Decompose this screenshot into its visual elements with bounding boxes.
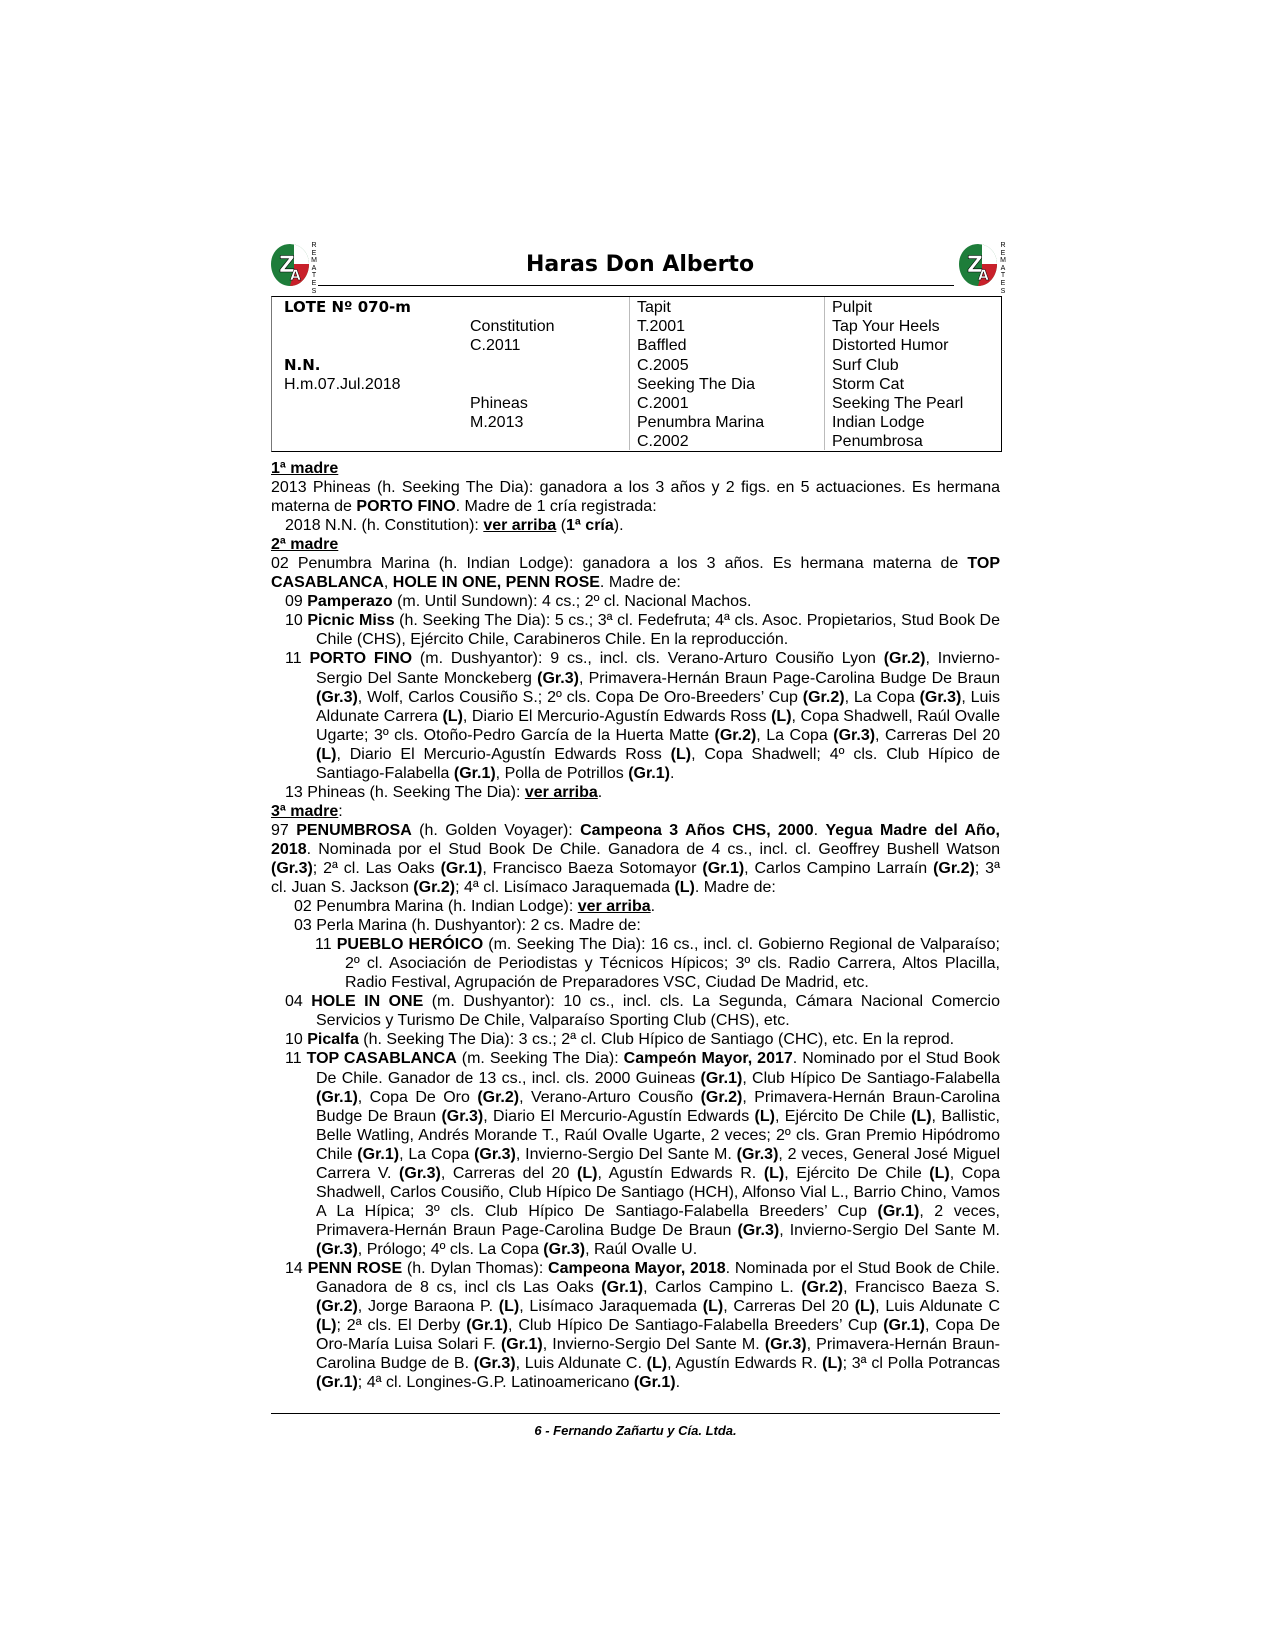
family-section: 1ª madre 2013 Phineas (h. Seeking The Dia): ganadora a los 3 años y 2 figs. en 5 actuaciones. Es hermana materna de PORTO FINO. Madre de 1 cría registrada: 2018 N.N. (h. Constitution): ver arriba (1ª cría). 2ª madre 02 Penumbra Marina (h. Indian Lodge): ganadora a los 3 años. Es hermana materna de TOP CASABLANCA, HOLE IN ONE, PENN ROSE. Madre de: 09 Pamperazo (m. Until Sundown): 4 cs.; 2º cl. Nacional Machos. 10 Picnic Miss (h. Seeking The Dia): 5 cs.; 3ª cl. Fedefruta; 4ª cls. Asoc. Propietarios, Stud Book De Chile (CHS), Ejército Chile, Carabineros Chile. En la reproducción. 11 PORTO FINO (m. Dushyantor): 9 cs., incl. cls. Verano-Arturo Cousiño Lyon (Gr.2), Invierno-Sergio Del Sante Monckeberg (Gr.3), Primavera-Hernán Braun Page-Carolina Budge De Braun (Gr.3), Wolf, Carlos Cousiño S.; 2º cls. Copa De Oro-Breeders’ Cup (Gr.2), La Copa (Gr.3), Luis Aldunate Carrera (L), Diario El Mercurio-Agustín Edwards Ross (L), Copa Shadwell, Raúl Ovalle Ugarte; 3º cls. Otoño-Pedro García de la Huerta Matte (Gr.2), La Copa (Gr.3), Carreras Del 20 (L), Diario El Mercurio-Agustín Edwards Ross (L), Copa Shadwell; 4º cls. Club Hípico de Santiago-Falabella (Gr.1), Polla de Potrillos (Gr.1). 13 Phineas (h. Seeking The Dia): ver arriba. 3ª madre: 97 PENUMBROSA (h. Golden Voyager): Campeona 3 Años CHS, 2000. Yegua Madre del Año, 2018. Nominada por el Stud Book De Chile. Ganadora de 4 cs., incl. cl. Geoffrey Bushell Watson (Gr.3); 2ª cl. Las Oaks (Gr.1), Francisco Baeza Sotomayor (Gr.1), Carlos Campino Larraín (Gr.2); 3ª cl. Juan S. Jackson (Gr.2); 4ª cl. Lisímaco Jaraquemada (L). Madre de: 02 Penumbra Marina (h. Indian Lodge): ver arriba. 03 Perla Marina (h. Dushyantor): 2 cs. Madre de: 11 PUEBLO HERÓICO (m. Seeking The Dia): 16 cs., incl. cl. Gobierno Regional de Valparaíso; 2º cl. Asociación de Periodistas y Técnicos Hípicos; 3º cls. Radio Carrera, Altos Placilla, Radio Festival, Agrupación de Preparadores VSC, Ciudad De Madrid, etc. 04 HOLE IN ONE (m. Dushyantor): 10 cs., incl. cls. La Segunda, Cámara Nacional Comercio Servicios y Turismo De Chile, Valparaíso Sporting Club (CHS), etc. 10 Picalfa (h. Seeking The Dia): 3 cs.; 2ª cl. Club Hípico de Santiago (CHC), etc. En la reprod. 11 TOP CASABLANCA (m. Seeking The Dia): Campeón Mayor, 2017. Nominado por el Stud Book De Chile. Ganador de 13 cs., incl. cls. 2000 Guineas (Gr.1), Club Hípico De Santiago-Falabella (Gr.1), Copa De Oro (Gr.2), Verano-Arturo Cousño (Gr.2), Primavera-Hernán Braun-Carolina Budge De Braun (Gr.3), Diario El Mercurio-Agustín Edwards (L), Ejército De Chile (L), Ballistic, Belle Watling, Andrés Morande T., Raúl Ovalle Ugarte, 2 veces; 2º cls. Gran Premio Hipódromo Chile (Gr.1), La Copa (Gr.3), Invierno-Sergio Del Sante M. (Gr.3), 2 veces, General José Miguel Carrera V. (Gr.3), Carreras del 20 (L), Agustín Edwards R. (L), Ejército De Chile (L), Copa Shadwell, Carlos Cousiño, Club Hípico De Santiago (HCH), Alfonso Vial L., Barrio Chino, Vamos A La Hípica; 3º cls. Club Hípico De Santiago-Falabella Breeders’ Cup (Gr.1), 2 veces, Primavera-Hernán Braun Page-Carolina Budge De Braun (Gr.3), Invierno-Sergio Del Sante M. (Gr.3), Prólogo; 4º cls. La Copa (Gr.3), Raúl Ovalle U. 14 PENN ROSE (h. Dylan Thomas): Campeona Mayor, 2018. Nominada por el Stud Book de Chile. Ganadora de 8 cs, incl cls Las Oaks (Gr.1), Carlos Campino L. (Gr.2), Francisco Baeza S. (Gr.2), Jorge Baraona P. (L), Lisímaco Jaraquemada (L), Carreras Del 20 (L), Luis Aldunate C (L); 2ª cls. El Derby (Gr.1), Club Hípico De Santiago-Falabella Breeders’ Cup (Gr.1), Copa De Oro-María Luisa Solari F. (Gr.1), Invierno-Sergio Del Sante M. (Gr.3), Primavera-Hernán Braun-Carolina Budge de B. (Gr.3), Luis Aldunate C. (L), Agustín Edwards R. (L); 3ª cl Polla Potrancas (Gr.1); 4ª cl. Longines-G.P. Latinoamericano (Gr.1).: [271, 460, 1001, 1392]
first-dam-produce: 2018 N.N. (h. Constitution): ver arriba (1ª cría).: [285, 517, 624, 535]
svg-text:Z: Z: [279, 253, 295, 278]
remates-vertical-text: R E M A T E S: [311, 242, 317, 295]
produce-penumbra-marina: 02 Penumbra Marina (h. Indian Lodge): ver arriba.: [294, 898, 656, 916]
header-rule: [318, 285, 954, 286]
pedigree-cell: Tapit: [637, 299, 671, 316]
produce-pueblo-heroico: 11 PUEBLO HERÓICO (m. Seeking The Dia): 16 cs., incl. cl. Gobierno Regional de Valparaíso; 2º cl. Asociación de Periodistas y Técnicos Hípicos; 3º cls. Radio Carrera, Altos Placilla, Radio Festival, Agrupación de Preparadores VSC, Ciudad De Madrid, etc.: [315, 936, 1000, 992]
pedigree-cell: Surf Club: [832, 356, 899, 374]
remates-vertical-text: R E M A T E S: [1000, 242, 1006, 295]
produce-phineas: 13 Phineas (h. Seeking The Dia): ver arriba.: [285, 783, 603, 801]
za-logo-mark-icon: [958, 242, 998, 288]
pedigree-great-grandparents-column: [832, 297, 1002, 451]
dam-name: Phineas: [470, 394, 528, 412]
pedigree-cell: Storm Cat: [832, 375, 905, 393]
svg-text:A: A: [978, 268, 989, 284]
svg-text:A: A: [290, 268, 301, 284]
produce-penn-rose: 14 PENN ROSE (h. Dylan Thomas): Campeona Mayor, 2018. Nominada por el Stud Book de Chile. Ganadora de 8 cs, incl cls Las Oaks (Gr.1), Carlos Campino L. (Gr.2), Francisco Baeza S. (Gr.2), Jorge Baraona P. (L), Lisímaco Jaraquemada (L), Carreras Del 20 (L), Luis Aldunate C (L); 2ª cls. El Derby (Gr.1), Club Hípico De Santiago-Falabella Breeders’ Cup (Gr.1), Copa De Oro-María Luisa Solari F. (Gr.1), Invierno-Sergio Del Sante M. (Gr.3), Primavera-Hernán Braun-Carolina Budge de B. (Gr.3), Luis Aldunate C. (L), Agustín Edwards R. (L); 3ª cl Polla Potrancas (Gr.1); 4ª cl. Longines-G.P. Latinoamericano (Gr.1).: [285, 1259, 1001, 1392]
third-dam-heading: 3ª madre: [271, 802, 339, 820]
produce-perla-marina: 03 Perla Marina (h. Dushyantor): 2 cs. Madre de:: [294, 917, 641, 935]
sire-info: C.2011: [470, 337, 521, 355]
first-dam-paragraph: 2013 Phineas (h. Seeking The Dia): ganadora a los 3 años y 2 figs. en 5 actuaciones. Es hermana materna de PORTO FINO. Madre de 1 cría registrada:: [271, 479, 1000, 516]
remates-logo: [270, 242, 318, 295]
pedigree-cell: Distorted Humor: [832, 337, 949, 355]
sire-name: Constitution: [470, 318, 555, 336]
first-dam-heading: 1ª madre: [271, 460, 339, 477]
pedigree-cell: Pulpit: [832, 299, 873, 316]
pedigree-cell: C.2005: [637, 356, 689, 374]
footer-rule: [271, 1413, 1000, 1414]
svg-text:Z: Z: [967, 253, 983, 278]
produce-picalfa: 10 Picalfa (h. Seeking The Dia): 3 cs.; 2ª cl. Club Hípico de Santiago (CHC), etc. En la reprod.: [285, 1031, 955, 1049]
page-footer: 6 - Fernando Zañartu y Cía. Ltda.: [534, 1423, 737, 1438]
produce-porto-fino: 11 PORTO FINO (m. Dushyantor): 9 cs., incl. cls. Verano-Arturo Cousiño Lyon (Gr.2), Invierno-Sergio Del Sante Monckeberg (Gr.3), Primavera-Hernán Braun Page-Carolina Budge De Braun (Gr.3), Wolf, Carlos Cousiño S.; 2º cls. Copa De Oro-Breeders’ Cup (Gr.2), La Copa (Gr.3), Luis Aldunate Carrera (L), Diario El Mercurio-Agustín Edwards Ross (L), Copa Shadwell, Raúl Ovalle Ugarte; 3º cls. Otoño-Pedro García de la Huerta Matte (Gr.2), La Copa (Gr.3), Carreras Del 20 (L), Diario El Mercurio-Agustín Edwards Ross (L), Copa Shadwell; 4º cls. Club Hípico de Santiago-Falabella (Gr.1), Polla de Potrillos (Gr.1).: [285, 650, 1001, 782]
pedigree-cell: Penumbra Marina: [637, 414, 765, 432]
pedigree-cell: Indian Lodge: [832, 414, 925, 432]
pedigree-parents-column: [470, 298, 630, 432]
pedigree-cell: Baffled: [637, 337, 687, 355]
remates-logo-right: [958, 242, 1006, 295]
horse-birth: H.m.07.Jul.2018: [284, 375, 401, 393]
pedigree-cell: T.2001: [637, 318, 686, 336]
pedigree-cell: Penumbrosa: [832, 433, 923, 451]
produce-hole-in-one: 04 HOLE IN ONE (m. Dushyantor): 10 cs., incl. cls. La Segunda, Cámara Nacional Comercio Servicios y Turismo De Chile, Valparaíso Sporting Club (CHS), etc.: [285, 993, 1000, 1030]
pedigree-horse-column: [284, 298, 464, 394]
za-logo-mark-icon: [270, 242, 310, 288]
pedigree-cell: C.2001: [637, 394, 689, 412]
third-dam-paragraph: 97 PENUMBROSA (h. Golden Voyager): Campeona 3 Años CHS, 2000. Yegua Madre del Año, 2018. Nominada por el Stud Book De Chile. Ganadora de 4 cs., incl. cl. Geoffrey Bushell Watson (Gr.3); 2ª cl. Las Oaks (Gr.1), Francisco Baeza Sotomayor (Gr.1), Carlos Campino Larraín (Gr.2); 3ª cl. Juan S. Jackson (Gr.2); 4ª cl. Lisímaco Jaraquemada (L). Madre de:: [271, 821, 1000, 897]
page-title: Haras Don Alberto: [525, 252, 755, 277]
second-dam-heading: 2ª madre: [271, 536, 339, 554]
dam-info: M.2013: [470, 414, 524, 432]
produce-top-casablanca: 11 TOP CASABLANCA (m. Seeking The Dia): Campeón Mayor, 2017. Nominado por el Stud Book De Chile. Ganador de 13 cs., incl. cls. 2000 Guineas (Gr.1), Club Hípico De Santiago-Falabella (Gr.1), Copa De Oro (Gr.2), Verano-Arturo Cousño (Gr.2), Primavera-Hernán Braun-Carolina Budge De Braun (Gr.3), Diario El Mercurio-Agustín Edwards (L), Ejército De Chile (L), Ballistic, Belle Watling, Andrés Morande T., Raúl Ovalle Ugarte, 2 veces; 2º cls. Gran Premio Hipódromo Chile (Gr.1), La Copa (Gr.3), Invierno-Sergio Del Sante M. (Gr.3), 2 veces, General José Miguel Carrera V. (Gr.3), Carreras del 20 (L), Agustín Edwards R. (L), Ejército De Chile (L), Copa Shadwell, Carlos Cousiño, Club Hípico De Santiago (HCH), Alfonso Vial L., Barrio Chino, Vamos A La Hípica; 3º cls. Club Hípico De Santiago-Falabella Breeders’ Cup (Gr.1), 2 veces, Primavera-Hernán Braun Page-Carolina Budge De Braun (Gr.3), Invierno-Sergio Del Sante M. (Gr.3), Prólogo; 4º cls. La Copa (Gr.3), Raúl Ovalle U.: [285, 1050, 1001, 1258]
pedigree-cell: C.2002: [637, 433, 689, 451]
pedigree-grandparents-column: [637, 297, 822, 451]
pedigree-cell: Tap Your Heels: [832, 318, 940, 336]
produce-pamperazo: 09 Pamperazo (m. Until Sundown): 4 cs.; 2º cl. Nacional Machos.: [285, 593, 752, 611]
pedigree-cell: Seeking The Dia: [637, 375, 755, 393]
lot-number: LOTE Nº 070-m: [284, 298, 411, 316]
pedigree-cell: Seeking The Pearl: [832, 394, 964, 412]
horse-name: N.N.: [284, 355, 321, 374]
pedigree-table: [271, 296, 1002, 452]
second-dam-paragraph: 02 Penumbra Marina (h. Indian Lodge): ganadora a los 3 años. Es hermana materna de TOP CASABLANCA, HOLE IN ONE, PENN ROSE. Madre de:: [271, 555, 1000, 592]
produce-picnic-miss: 10 Picnic Miss (h. Seeking The Dia): 5 cs.; 3ª cl. Fedefruta; 4ª cls. Asoc. Propietarios, Stud Book De Chile (CHS), Ejército Chile, Carabineros Chile. En la reproducción.: [285, 612, 1000, 649]
